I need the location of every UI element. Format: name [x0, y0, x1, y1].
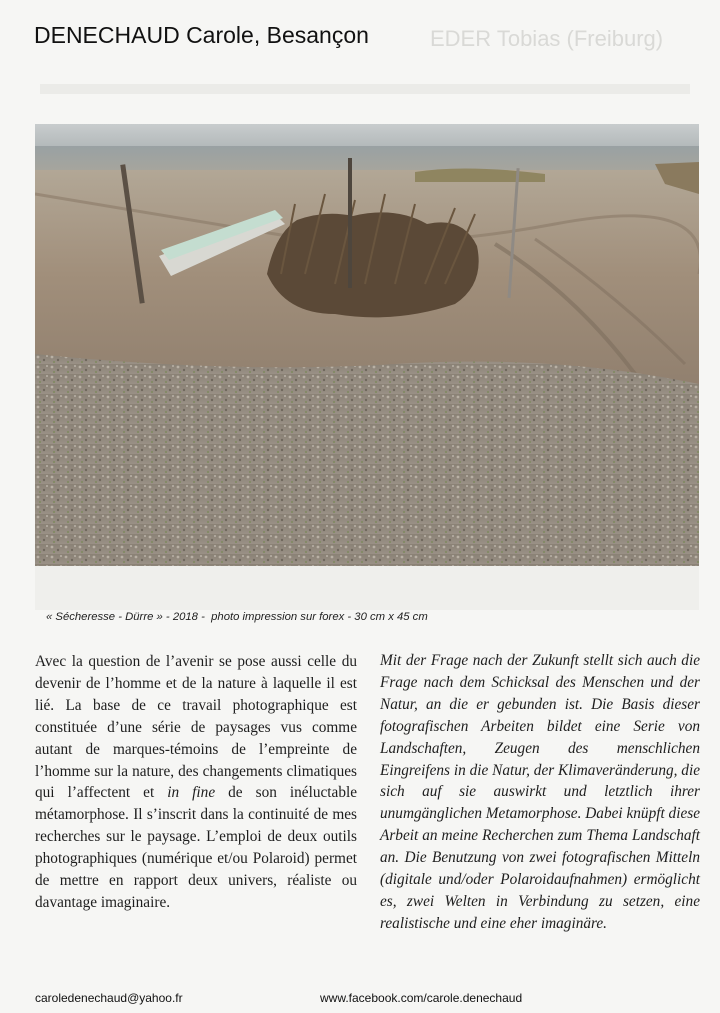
text-french: [35, 651, 357, 914]
text-french-part-2: de son inéluctable métamorphose. Il s’inscrit dans la continuité de mes recherches sur le paysage. L’emploi de deux outils photographiques (numérique et/ou Polaroid) permet de mettre en rapport deux univers, réaliste ou davantage imaginaire.: [35, 784, 358, 911]
page-title: DENECHAUD Carole, Besançon: [34, 22, 369, 48]
text-french-part-1: Avec la question de l’avenir se pose aussi celle du devenir de l’homme et de la nature à laquelle il est lié. La base de ce travail photographique est constituée d’une série de paysages vus comme autant de marques-témoins de l’empreinte de l’homme sur la nature, des changements climatiques qui l’affectent et: [35, 653, 357, 802]
text-german: Mit der Frage nach der Zukunft stellt sich auch die Frage nach dem Schicksal des Menschen und der Natur, an die er gebunden ist. Die Basis dieser fotografischen Arbeiten bildet eine Serie von Landschaften, Zeugen des menschlichen Eingreifens in die Natur, der Klimaveränderung, die sich auf sie auswirkt und letztlich ihrer unumgänglichen Metamorphose. Dabei knüpft diese Arbeit an meine Recherchen zum Thema Landschaft an. Die Benutzung von zwei fotografischen Mitteln (digitale und/oder Polaroidaufnahmen) ermöglicht es, zwei Welten in Verbindung zu setzen, eine realistische und eine eher imaginäre.: [380, 652, 700, 932]
photo-shadow-band: [35, 566, 699, 610]
landscape-photo: [35, 124, 699, 566]
text-french-italic: in fine: [167, 784, 216, 802]
footer-email: caroledenechaud@yahoo.fr: [35, 991, 183, 1005]
bleed-through-text: EDER Tobias (Freiburg): [430, 26, 664, 51]
bleed-through-band: [40, 84, 690, 94]
footer-facebook: www.facebook.com/carole.denechaud: [320, 991, 523, 1005]
photo-caption: « Sécheresse - Dürre » - 2018 - photo impression sur forex - 30 cm x 45 cm: [46, 611, 428, 623]
